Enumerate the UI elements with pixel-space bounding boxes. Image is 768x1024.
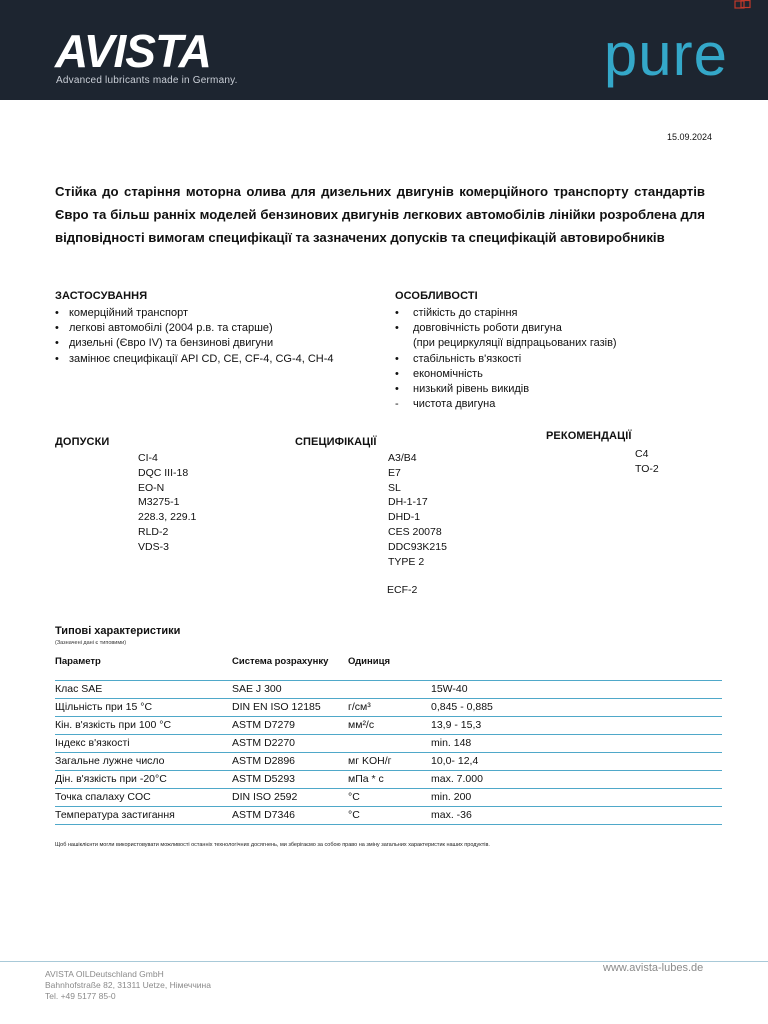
- list-item: CI-4: [138, 452, 158, 464]
- table-row: [55, 807, 722, 825]
- list-item: SL: [388, 481, 401, 494]
- table-row: [55, 681, 722, 699]
- table-row: [55, 735, 722, 753]
- approvals-list: [138, 451, 196, 555]
- company-address: Bahnhofstraße 82, 31311 Uetze, Німеччина: [45, 980, 211, 990]
- list-item: (при рециркуляції відпрацьованих газів): [413, 337, 617, 350]
- list-item: E7: [388, 466, 401, 479]
- table-row: [55, 699, 722, 717]
- features-title: ОСОБЛИВОСТІ: [395, 290, 478, 302]
- list-item: • комерційний транспорт: [55, 306, 375, 321]
- specifications-title: СПЕЦИФІКАЦІЇ: [295, 436, 377, 448]
- header-value: [431, 656, 722, 681]
- list-item: DQC III-18: [138, 466, 189, 479]
- website-link[interactable]: www.avista-lubes.de: [603, 962, 704, 974]
- document-date: 15.09.2024: [667, 132, 713, 142]
- list-item: • легкові автомобілі (2004 р.в. та старше): [55, 321, 375, 336]
- approvals-title: ДОПУСКИ: [55, 436, 110, 448]
- cell-unit: [348, 681, 431, 699]
- cell-unit: мг KOH/г: [348, 753, 431, 771]
- cell-method: ASTM D7346: [232, 807, 348, 825]
- list-item: A3/B4: [388, 452, 417, 464]
- cell-method: ASTM D2896: [232, 753, 348, 771]
- cell-parameter: Температура застигання: [55, 807, 232, 825]
- list-item: RLD-2: [138, 525, 169, 538]
- cell-value: 15W-40: [431, 681, 722, 699]
- cell-parameter: Клас SAE: [55, 681, 232, 699]
- header-unit: Одиниця: [348, 656, 431, 681]
- table-row: [55, 753, 722, 771]
- features-list: [395, 306, 715, 412]
- cell-method: SAE J 300: [232, 681, 348, 699]
- recommendations-title: РЕКОМЕНДАЦІЇ: [546, 430, 632, 442]
- cell-parameter: Кін. в'язкість при 100 °C: [55, 717, 232, 735]
- table-row: [55, 789, 722, 807]
- specification-extra: ECF-2: [387, 584, 418, 596]
- product-description: Стійка до старіння моторна олива для дизельних двигунів комерційного транспорту стандартів Євро та більш ранніх моделей бензинових двигунів легкових автомобілів лінійки розроблена для відповідності вимогам специфікації та зазначених допусків та специфікацій автовиробників: [55, 184, 705, 245]
- list-item: • дизельні (Євро IV) та бензинові двигуни: [55, 336, 375, 351]
- recommendations-list: [635, 447, 659, 477]
- company-phone: Tel. +49 5177 85-0: [45, 991, 116, 1001]
- list-item: CES 20078: [388, 525, 442, 538]
- cell-method: DIN EN ISO 12185: [232, 699, 348, 717]
- cell-value: max. -36: [431, 807, 722, 825]
- footer-company-info: [45, 969, 211, 1002]
- list-item: VDS-3: [138, 540, 169, 553]
- list-item: • стійкість до старіння: [395, 306, 715, 321]
- cell-unit: °C: [348, 789, 431, 807]
- cell-value: min. 148: [431, 735, 722, 753]
- cell-value: max. 7.000: [431, 771, 722, 789]
- page-header: [0, 0, 768, 100]
- cell-parameter: Щільність при 15 °C: [55, 699, 232, 717]
- cell-unit: [348, 735, 431, 753]
- list-item: - чистота двигуна: [395, 397, 715, 412]
- table-header-row: [55, 656, 722, 681]
- cell-value: 13,9 - 15,3: [431, 717, 722, 735]
- disclaimer-text: Щоб нашіклієнти могли використовувати можливості останніх технологічних досягнень, ми зберігаємо за собою право на зміну загальних характеристик наших продуктів.: [55, 842, 490, 848]
- header-parameter: Параметр: [55, 656, 232, 681]
- list-item: C4: [635, 448, 649, 460]
- list-item: • стабільність в'язкості: [395, 352, 715, 367]
- list-item: 228.3, 229.1: [138, 511, 197, 524]
- cell-parameter: Загальне лужне число: [55, 753, 232, 771]
- cell-value: 0,845 - 0,885: [431, 699, 722, 717]
- cell-unit: мм²/с: [348, 717, 431, 735]
- link-icon[interactable]: [734, 0, 752, 10]
- logo-tagline: Advanced lubricants made in Germany.: [56, 75, 238, 86]
- properties-subtitle: (Зазначені дані є типовими): [55, 640, 127, 646]
- cell-method: ASTM D2270: [232, 735, 348, 753]
- cell-parameter: Дін. в'язкість при -20°C: [55, 771, 232, 789]
- list-item: TYPE 2: [388, 555, 425, 568]
- cell-value: 10,0- 12,4: [431, 753, 722, 771]
- table-row: [55, 717, 722, 735]
- specifications-list: [388, 451, 447, 569]
- properties-table: [55, 656, 722, 825]
- company-name: AVISTA OILDeutschland GmbH: [45, 969, 164, 979]
- header-method: Система розрахунку: [232, 656, 348, 681]
- cell-unit: мПа * с: [348, 771, 431, 789]
- avista-logo: AVISTA: [55, 25, 211, 77]
- properties-title: Типові характеристики: [55, 625, 181, 637]
- list-item: • економічність: [395, 367, 715, 382]
- list-item: • довговічність роботи двигуна: [395, 321, 715, 336]
- cell-unit: г/см³: [348, 699, 431, 717]
- list-item: DH-1-17: [388, 496, 428, 509]
- cell-unit: °C: [348, 807, 431, 825]
- list-item: • низький рівень викидів: [395, 382, 715, 397]
- cell-method: DIN ISO 2592: [232, 789, 348, 807]
- application-title: ЗАСТОСУВАННЯ: [55, 290, 148, 302]
- cell-method: ASTM D5293: [232, 771, 348, 789]
- brand-line-title: pure: [603, 21, 728, 88]
- list-item: DHD-1: [388, 511, 421, 524]
- cell-parameter: Точка спалаху COC: [55, 789, 232, 807]
- application-list: [55, 306, 375, 367]
- list-item: TO-2: [635, 462, 659, 475]
- cell-method: ASTM D7279: [232, 717, 348, 735]
- list-item: EO-N: [138, 481, 165, 494]
- cell-parameter: Індекс в'язкості: [55, 735, 232, 753]
- list-item: M3275-1: [138, 496, 180, 509]
- list-item: • замінює специфікації API CD, CE, CF-4, CG-4, CH-4: [55, 352, 375, 367]
- table-row: [55, 771, 722, 789]
- cell-value: min. 200: [431, 789, 722, 807]
- list-item: DDC93K215: [388, 540, 447, 553]
